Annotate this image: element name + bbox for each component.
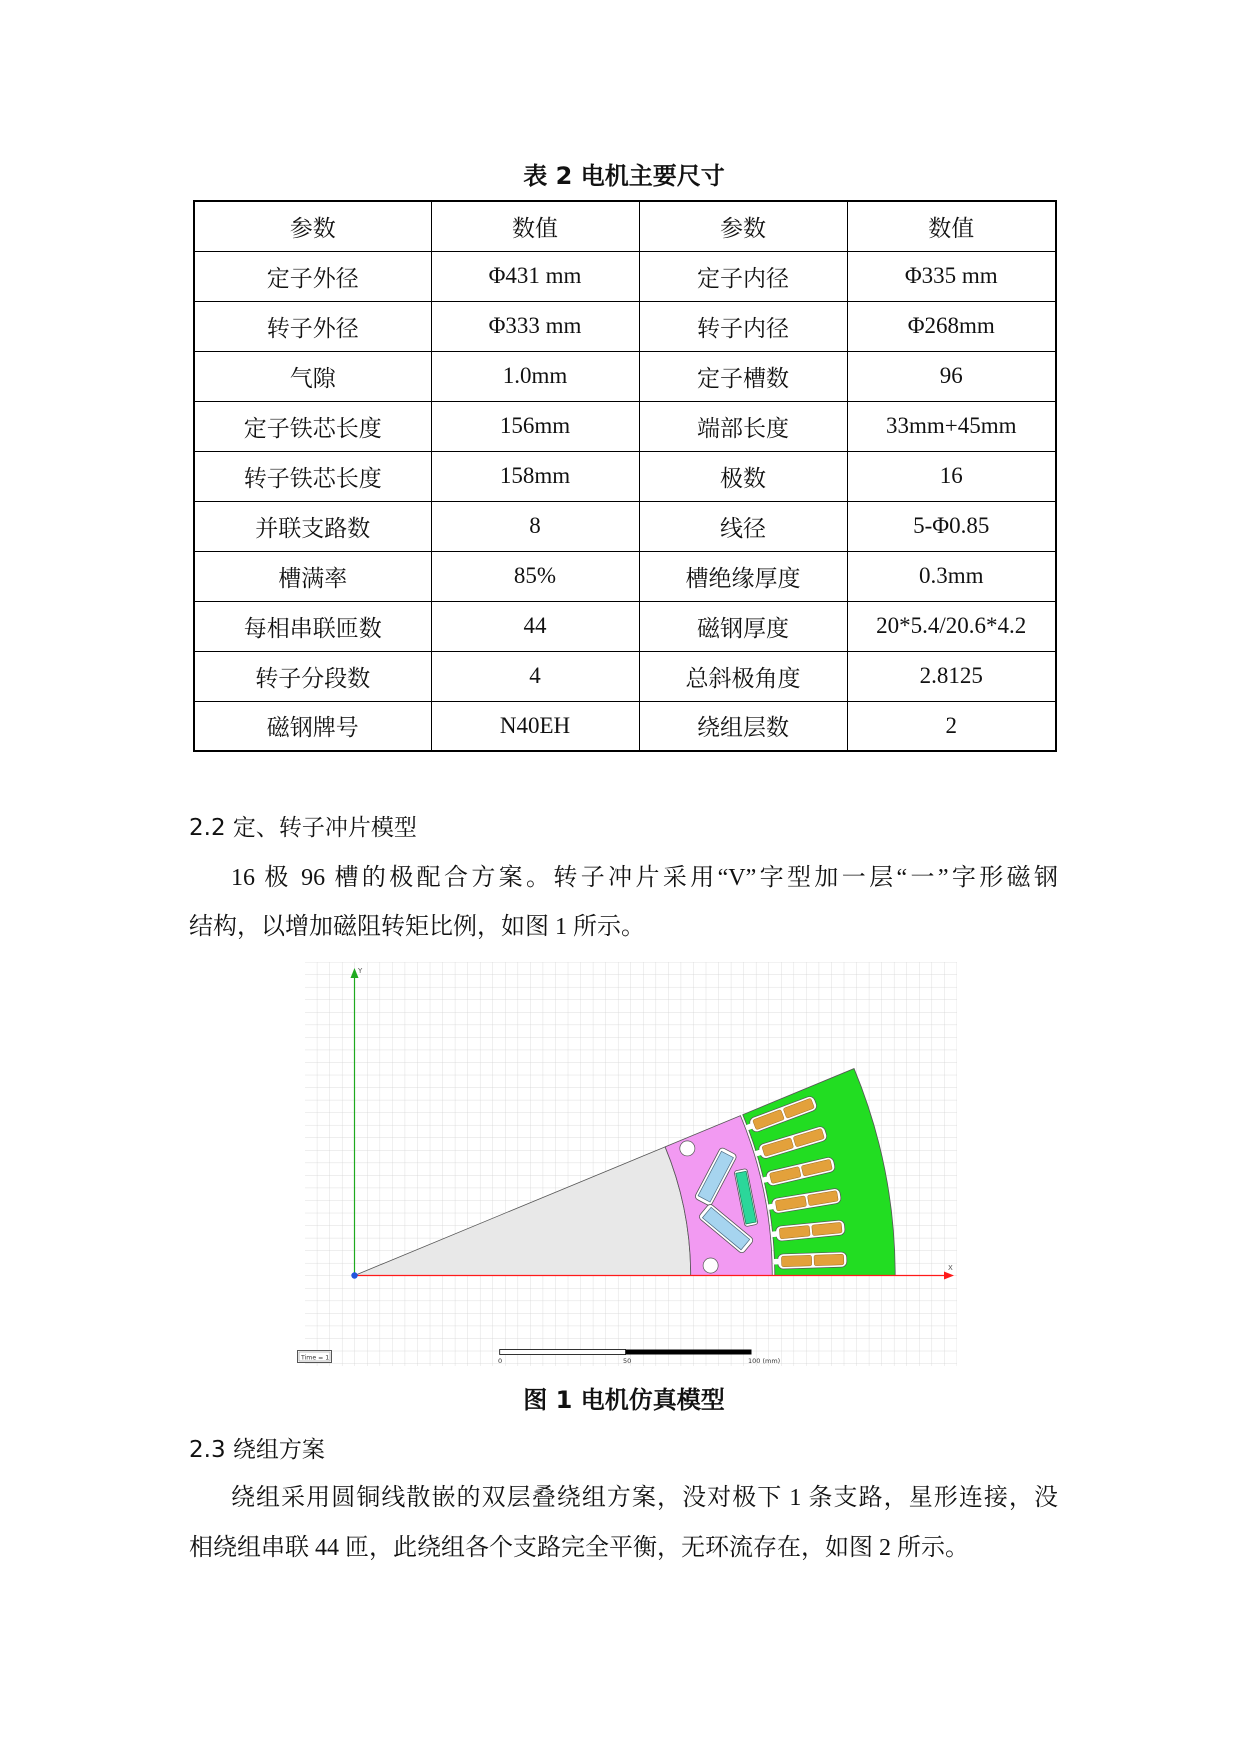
param-name-cell: 气隙	[194, 351, 431, 401]
param-name-cell: 磁钢厚度	[639, 601, 847, 651]
param-name-cell: 槽绝缘厚度	[639, 551, 847, 601]
stator-slot	[774, 1252, 847, 1269]
param-value-cell: 156mm	[431, 401, 639, 451]
winding-coil-upper-layer	[781, 1255, 811, 1267]
param-name-cell: 转子外径	[194, 301, 431, 351]
scale-bar-segment-black	[626, 1350, 752, 1355]
header-param-cell: 参数	[639, 201, 847, 251]
figure-caption: 图 1 电机仿真模型	[523, 1386, 725, 1414]
param-value-cell: 0.3mm	[847, 551, 1056, 601]
slot-opening	[774, 1259, 781, 1265]
param-value-cell: 158mm	[431, 451, 639, 501]
header-param-cell: 参数	[194, 201, 431, 251]
motor-dimensions-table	[193, 200, 1057, 752]
param-value-cell: 44	[431, 601, 639, 651]
paragraph-line: 结构，以增加磁阻转矩比例，如图 1 所示。	[189, 914, 645, 940]
param-value-cell: 96	[847, 351, 1056, 401]
param-name-cell: 端部长度	[639, 401, 847, 451]
param-value-cell: 85%	[431, 551, 639, 601]
param-name-cell: 每相串联匝数	[194, 601, 431, 651]
param-name-cell: 绕组层数	[639, 701, 847, 751]
table-row	[194, 601, 1056, 651]
param-name-cell: 总斜极角度	[639, 651, 847, 701]
param-value-cell: 4	[431, 651, 639, 701]
param-value-cell: 2.8125	[847, 651, 1056, 701]
winding-coil-lower-layer	[814, 1254, 844, 1266]
table-row	[194, 351, 1056, 401]
figure-motor-model	[296, 962, 960, 1370]
param-name-cell: 定子外径	[194, 251, 431, 301]
param-name-cell: 槽满率	[194, 551, 431, 601]
param-name-cell: 转子铁芯长度	[194, 451, 431, 501]
param-name-cell: 极数	[639, 451, 847, 501]
param-value-cell: 1.0mm	[431, 351, 639, 401]
param-value-cell: Φ431 mm	[431, 251, 639, 301]
param-value-cell: N40EH	[431, 701, 639, 751]
paragraph-line: 绕组采用圆铜线散嵌的双层叠绕组方案，没对极下 1 条支路，星形连接，没	[231, 1485, 1058, 1511]
section-heading: 2.3 绕组方案	[189, 1437, 325, 1463]
param-value-cell: 20*5.4/20.6*4.2	[847, 601, 1056, 651]
table-row	[194, 551, 1056, 601]
slot-opening	[772, 1231, 780, 1237]
time-indicator	[298, 1351, 332, 1363]
table-row	[194, 401, 1056, 451]
param-name-cell: 磁钢牌号	[194, 701, 431, 751]
param-name-cell: 并联支路数	[194, 501, 431, 551]
header-value-cell: 数值	[847, 201, 1056, 251]
rotor-hole	[703, 1258, 718, 1273]
rotor-hole	[680, 1141, 695, 1156]
param-name-cell: 定子内径	[639, 251, 847, 301]
param-value-cell: 16	[847, 451, 1056, 501]
table-row	[194, 301, 1056, 351]
param-name-cell: 线径	[639, 501, 847, 551]
table-caption: 表 2 电机主要尺寸	[523, 162, 725, 190]
section-heading: 2.2 定、转子冲片模型	[189, 815, 417, 841]
param-name-cell: 转子内径	[639, 301, 847, 351]
paragraph-line: 16 极 96 槽的极配合方案。转子冲片采用“V”字型加一层“一”字形磁钢	[231, 865, 1058, 891]
param-value-cell: Φ335 mm	[847, 251, 1056, 301]
param-name-cell: 定子槽数	[639, 351, 847, 401]
table-row	[194, 651, 1056, 701]
scale-bar-label: 50	[623, 1357, 632, 1365]
table-header-row	[194, 201, 1056, 251]
table-row	[194, 501, 1056, 551]
param-value-cell: Φ333 mm	[431, 301, 639, 351]
param-value-cell: 5-Φ0.85	[847, 501, 1056, 551]
scale-bar-segment-white	[500, 1350, 626, 1355]
table-row	[194, 701, 1056, 751]
motor-simulation-model	[296, 962, 960, 1370]
param-value-cell: 8	[431, 501, 639, 551]
param-name-cell: 转子分段数	[194, 651, 431, 701]
origin-point	[351, 1272, 357, 1278]
param-value-cell: 33mm+45mm	[847, 401, 1056, 451]
slot-opening	[768, 1203, 776, 1210]
header-value-cell: 数值	[431, 201, 639, 251]
param-value-cell: Φ268mm	[847, 301, 1056, 351]
scale-bar-label: 0	[498, 1357, 503, 1365]
scale-bar-label: 100 (mm)	[748, 1357, 781, 1365]
table-body	[194, 201, 1056, 751]
table-row	[194, 451, 1056, 501]
param-name-cell: 定子铁芯长度	[194, 401, 431, 451]
time-label: Time = 1	[301, 1354, 330, 1362]
table-row	[194, 251, 1056, 301]
param-value-cell: 2	[847, 701, 1056, 751]
y-axis-label: Y	[358, 967, 363, 975]
paragraph-line: 相绕组串联 44 匝，此绕组各个支路完全平衡，无环流存在，如图 2 所示。	[189, 1535, 969, 1561]
x-axis-label: X	[948, 1264, 953, 1272]
